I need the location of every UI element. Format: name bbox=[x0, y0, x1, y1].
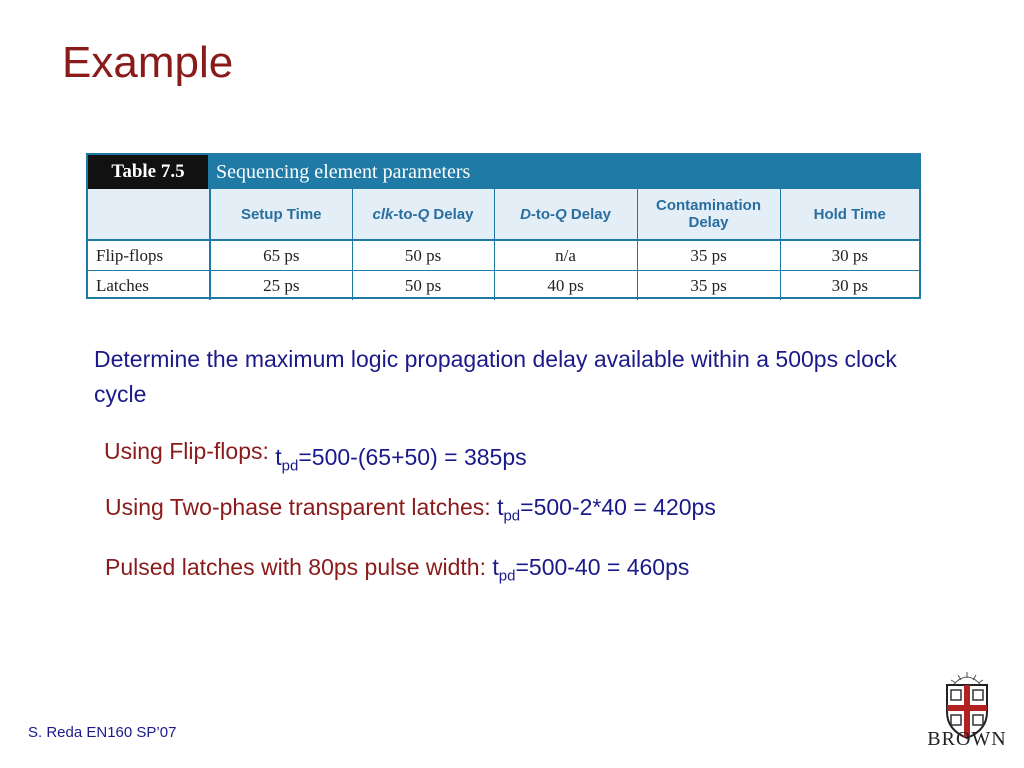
slide-title: Example bbox=[62, 38, 234, 87]
slide-footer: S. Reda EN160 SP’07 bbox=[28, 724, 177, 741]
table-row bbox=[88, 240, 919, 271]
answer-formula: $t_{pd}=500-(65+50) = 385ps$ bbox=[275, 444, 527, 475]
table-cell: 50 ps bbox=[352, 271, 494, 301]
table-row bbox=[88, 271, 919, 301]
answer-label: Using Two-phase transparent latches: bbox=[105, 494, 491, 520]
table-grid bbox=[88, 189, 919, 300]
answer-formula: $t_{pd}=500-2*40 = 420ps$ bbox=[497, 494, 716, 525]
header-clk-to-q-delay: clk-to-Q Delay bbox=[352, 189, 494, 240]
row-label: Latches bbox=[88, 271, 210, 301]
answer-two-phase-latches bbox=[105, 494, 716, 525]
sequencing-parameters-table bbox=[86, 153, 921, 299]
table-caption bbox=[88, 155, 919, 189]
table-cell: n/a bbox=[494, 240, 637, 271]
header-hold-time: Hold Time bbox=[780, 189, 919, 240]
table-number: Table 7.5 bbox=[88, 155, 208, 189]
question-text: Determine the maximum logic propagation delay available within a 500ps clock cycle bbox=[94, 346, 897, 407]
table-cell: 25 ps bbox=[210, 271, 352, 301]
table-caption-title: Sequencing element parameters bbox=[216, 160, 471, 183]
table-cell: 40 ps bbox=[494, 271, 637, 301]
brown-wordmark: BROWN bbox=[927, 728, 1007, 750]
answer-pulsed-latches bbox=[105, 554, 689, 585]
table-cell: 65 ps bbox=[210, 240, 352, 271]
table-cell: 35 ps bbox=[637, 271, 780, 301]
table-header-row bbox=[88, 189, 919, 240]
header-cell-empty bbox=[88, 189, 210, 240]
header-contamination-delay: Contamination Delay bbox=[637, 189, 780, 240]
header-setup-time: Setup Time bbox=[210, 189, 352, 240]
table-cell: 30 ps bbox=[780, 240, 919, 271]
table-cell: 50 ps bbox=[352, 240, 494, 271]
answer-flip-flops bbox=[104, 438, 527, 475]
answer-label: Using Flip-flops: bbox=[104, 438, 269, 464]
row-label: Flip-flops bbox=[88, 240, 210, 271]
table-cell: 30 ps bbox=[831, 275, 868, 295]
header-d-to-q-delay: D-to-Q Delay bbox=[494, 189, 637, 240]
answer-formula: $t_{pd}=500-40 = 460ps$ bbox=[492, 554, 690, 585]
answer-label: Pulsed latches with 80ps pulse width: bbox=[105, 554, 486, 580]
table-cell: 35 ps bbox=[637, 240, 780, 271]
